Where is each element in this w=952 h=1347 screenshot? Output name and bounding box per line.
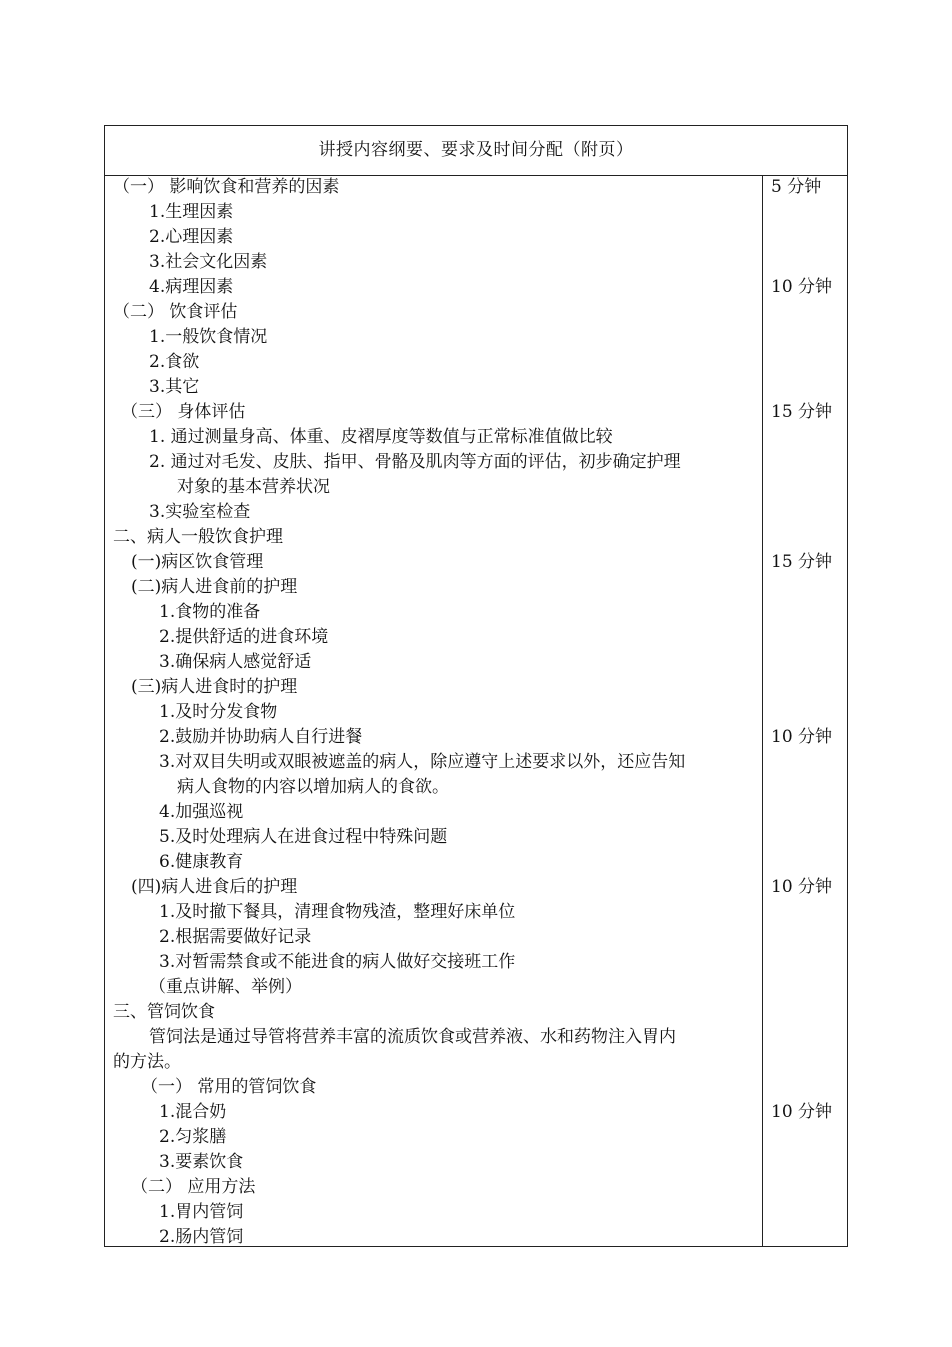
outline-line: 3.实验室检查 bbox=[149, 502, 251, 522]
outline-line: （三） 身体评估 bbox=[121, 402, 246, 422]
outline-line: 三、管饲饮食 bbox=[113, 1002, 215, 1022]
outline-line: 1.一般饮食情况 bbox=[149, 327, 268, 347]
outline-line: 对象的基本营养状况 bbox=[177, 477, 330, 497]
outline-line: 4.病理因素 bbox=[149, 277, 234, 297]
outline-line: (二)病人进食前的护理 bbox=[131, 577, 298, 597]
time-allocation: 10 分钟 bbox=[771, 877, 833, 897]
outline-line: 2.根据需要做好记录 bbox=[159, 927, 312, 947]
outline-line: 1.及时分发食物 bbox=[159, 702, 278, 722]
outline-line: 病人食物的内容以增加病人的食欲。 bbox=[177, 777, 449, 797]
outline-line: （一） 影响饮食和营养的因素 bbox=[113, 177, 340, 197]
outline-line: 的方法。 bbox=[113, 1052, 181, 1072]
outline-line: 6.健康教育 bbox=[159, 852, 244, 872]
outline-line: 4.加强巡视 bbox=[159, 802, 244, 822]
outline-line: 3.其它 bbox=[149, 377, 200, 397]
outline-line: (四)病人进食后的护理 bbox=[131, 877, 298, 897]
time-allocation: 5 分钟 bbox=[771, 177, 822, 197]
outline-line: （二） 应用方法 bbox=[131, 1177, 256, 1197]
page-title: 讲授内容纲要、要求及时间分配（附页） bbox=[105, 126, 847, 176]
outline-line: 2.心理因素 bbox=[149, 227, 234, 247]
outline-line: 管饲法是通过导管将营养丰富的流质饮食或营养液、水和药物注入胃内 bbox=[149, 1027, 676, 1047]
outline-line: 1.胃内管饲 bbox=[159, 1202, 244, 1222]
outline-line: （二） 饮食评估 bbox=[113, 302, 238, 322]
outline-table bbox=[104, 125, 848, 1247]
outline-line: 5.及时处理病人在进食过程中特殊问题 bbox=[159, 827, 448, 847]
outline-line: 二、病人一般饮食护理 bbox=[113, 527, 283, 547]
outline-line: 1. 通过测量身高、体重、皮褶厚度等数值与正常标准值做比较 bbox=[149, 427, 613, 447]
outline-line: 3.确保病人感觉舒适 bbox=[159, 652, 312, 672]
time-allocation: 15 分钟 bbox=[771, 552, 833, 572]
time-allocation: 10 分钟 bbox=[771, 1102, 833, 1122]
outline-line: 3.要素饮食 bbox=[159, 1152, 244, 1172]
outline-line: 3.社会文化因素 bbox=[149, 252, 268, 272]
outline-line: 3.对暂需禁食或不能进食的病人做好交接班工作 bbox=[159, 952, 516, 972]
outline-line: 1.食物的准备 bbox=[159, 602, 261, 622]
time-allocation: 10 分钟 bbox=[771, 277, 833, 297]
outline-line: 2.提供舒适的进食环境 bbox=[159, 627, 329, 647]
outline-content bbox=[113, 175, 758, 1250]
outline-line: 1.及时撤下餐具，清理食物残渣，整理好床单位 bbox=[159, 902, 516, 922]
outline-line: 2.匀浆膳 bbox=[159, 1127, 227, 1147]
outline-line: （重点讲解、举例） bbox=[149, 977, 302, 997]
outline-line: （一） 常用的管饲饮食 bbox=[141, 1077, 317, 1097]
time-allocation: 15 分钟 bbox=[771, 402, 833, 422]
outline-line: 2. 通过对毛发、皮肤、指甲、骨骼及肌肉等方面的评估，初步确定护理 bbox=[149, 452, 681, 472]
outline-line: (三)病人进食时的护理 bbox=[131, 677, 298, 697]
outline-line: 1.生理因素 bbox=[149, 202, 234, 222]
outline-line: (一)病区饮食管理 bbox=[131, 552, 264, 572]
outline-line: 3.对双目失明或双眼被遮盖的病人，除应遵守上述要求以外，还应告知 bbox=[159, 752, 686, 772]
time-allocation: 10 分钟 bbox=[771, 727, 833, 747]
outline-line: 2.肠内管饲 bbox=[159, 1227, 244, 1247]
outline-line: 2.鼓励并协助病人自行进餐 bbox=[159, 727, 363, 747]
outline-line: 2.食欲 bbox=[149, 352, 200, 372]
outline-line: 1.混合奶 bbox=[159, 1102, 227, 1122]
column-divider bbox=[762, 175, 763, 1246]
